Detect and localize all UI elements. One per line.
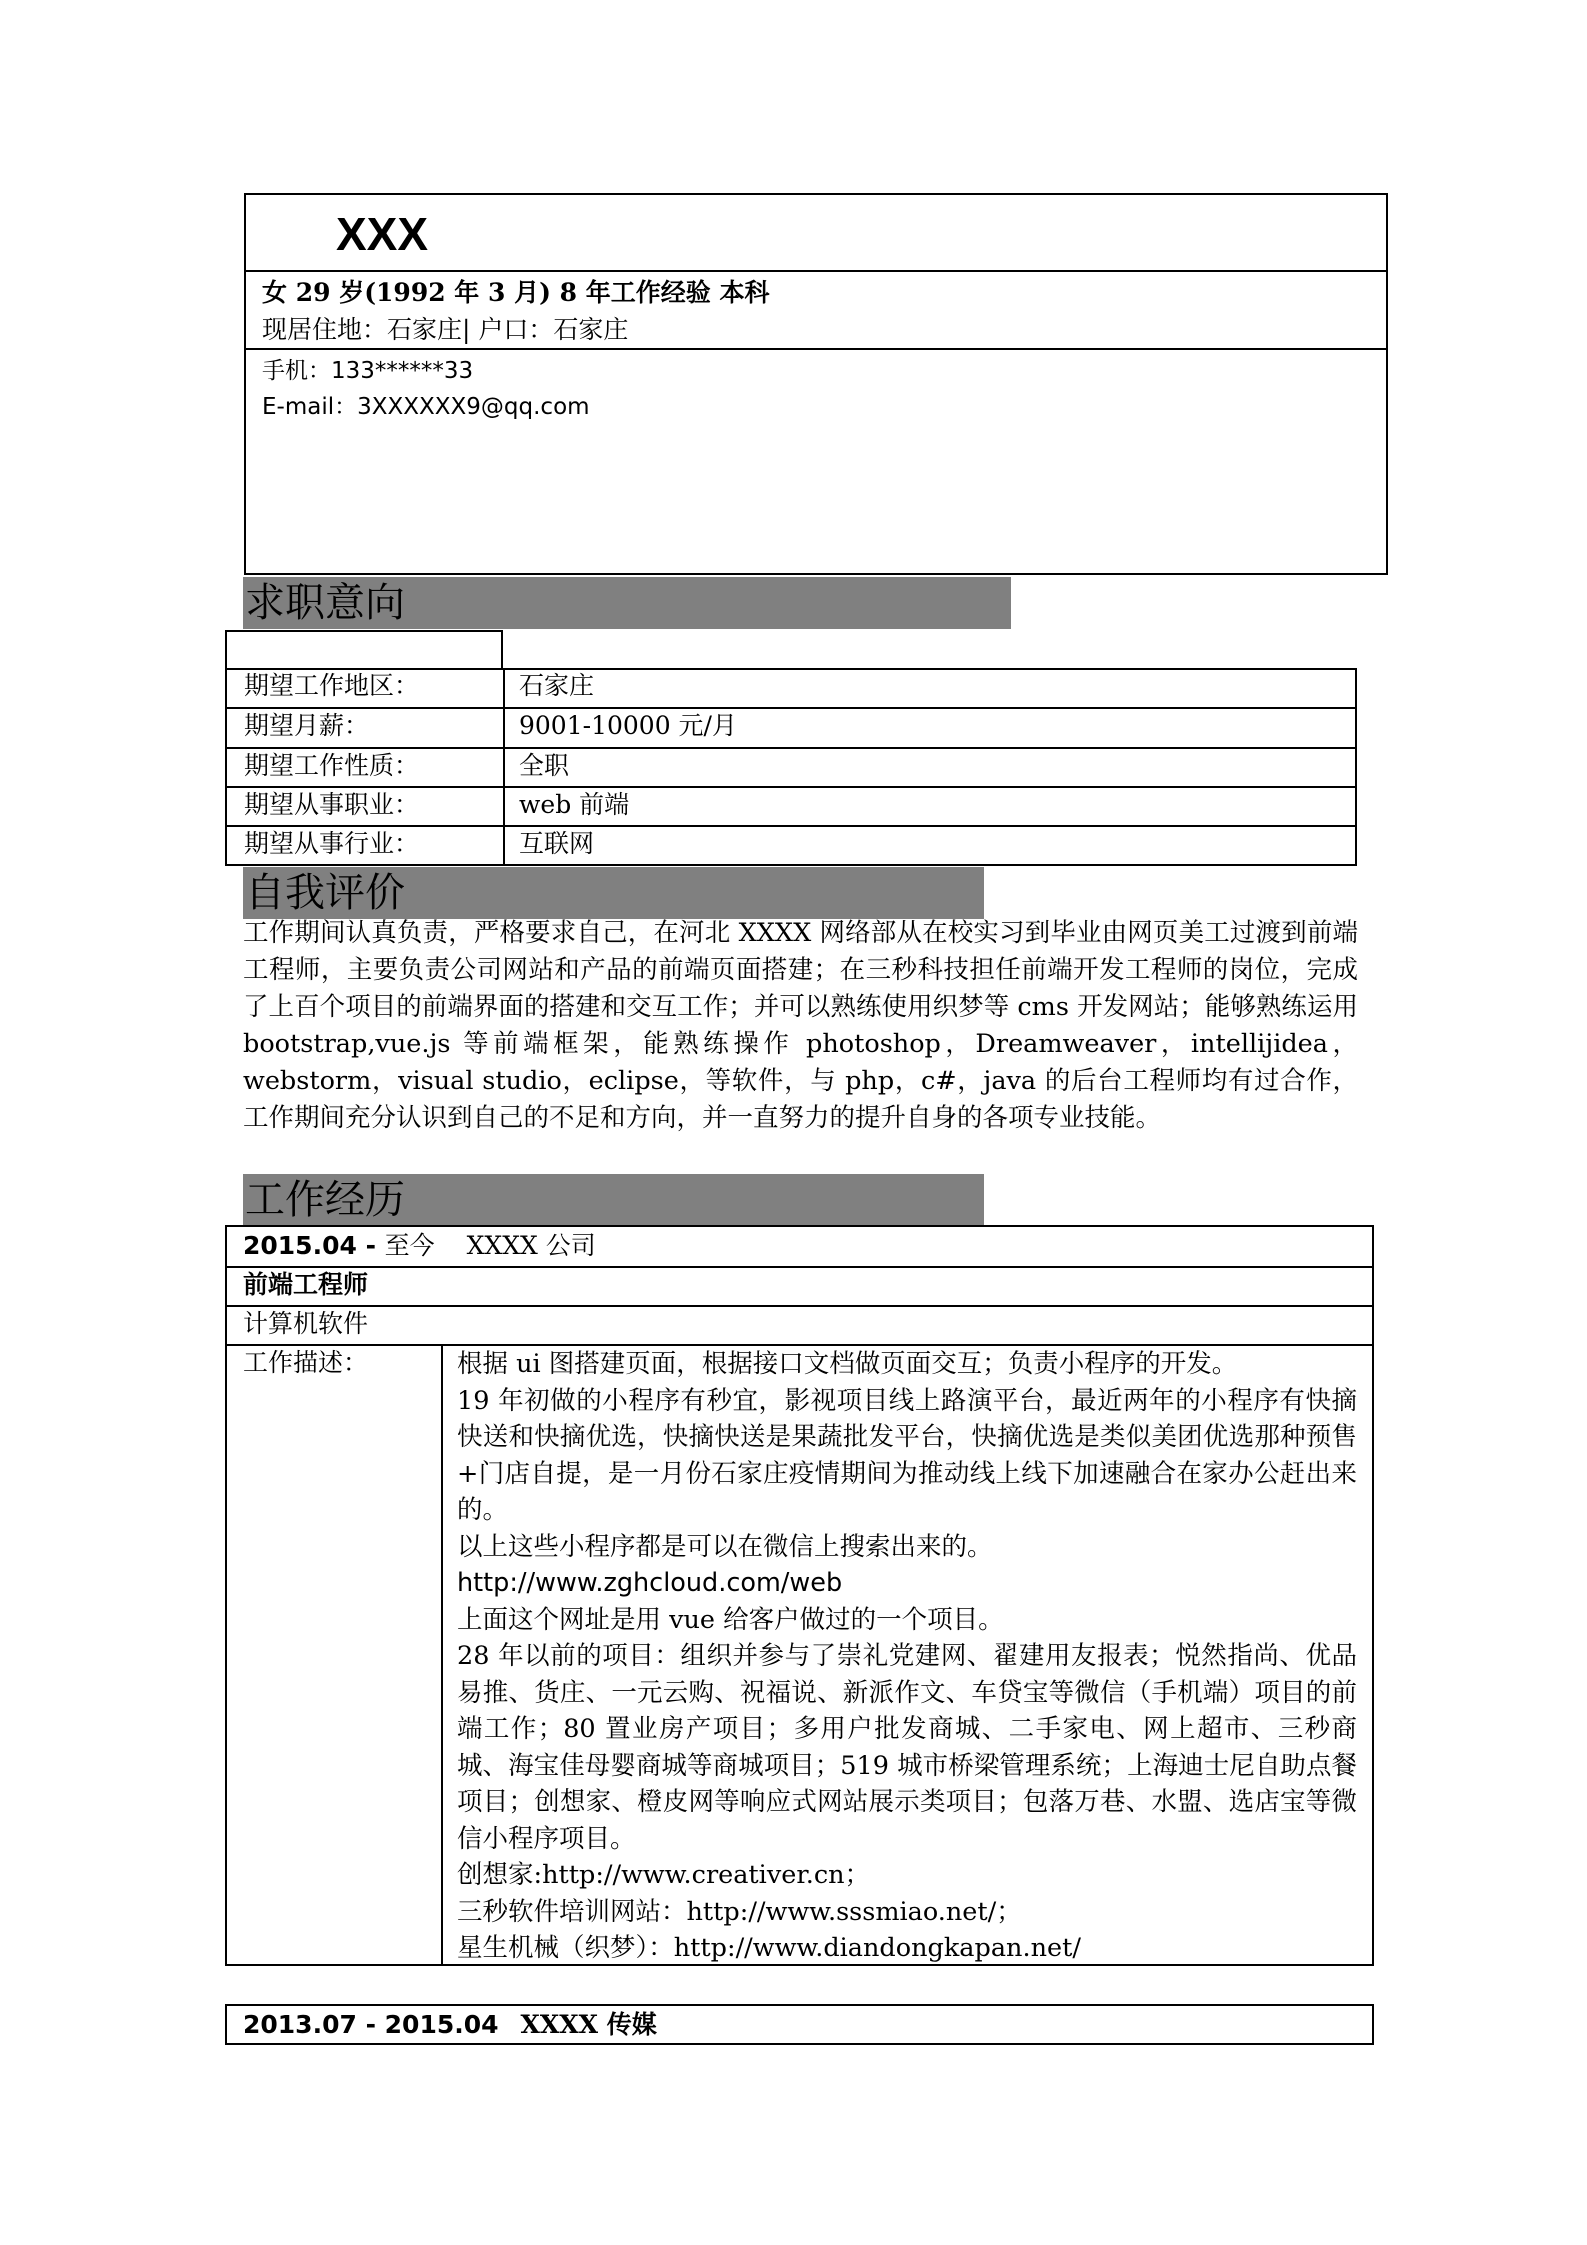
description-line: 上面这个网址是用 vue 给客户做过的一个项目。	[457, 1604, 1004, 1635]
description-link[interactable]: 星生机械（织梦）：http://www.diandongkapan.net/	[457, 1933, 1081, 1963]
company-name: XXXX 传媒	[520, 2010, 657, 2039]
table-divider	[227, 1305, 1372, 1307]
description-line: 根据 ui 图搭建页面，根据接口文档做页面交互；负责小程序的开发。	[457, 1349, 1238, 1379]
description-line: 以上这些小程序都是可以在微信上搜索出来的。	[457, 1531, 993, 1562]
job-position: 前端工程师	[243, 1270, 369, 1299]
description-line: 19 年初做的小程序有秒宜，影视项目线上路演平台，最近两年的小程序有快摘快送和快摘优选，快摘快送是果蔬批发平台，快摘优选是类似美团优选那种预售+门店自提，是一月份石家庄疫情期间为推动线上线下加速融合在家办公赶出来的。	[457, 1385, 1357, 1525]
intention-label: 期望从事职业：	[244, 790, 420, 819]
job-period-range: 2013.07 - 2015.04	[243, 2010, 499, 2039]
self-evaluation-text: 工作期间认真负责，严格要求自己，在河北 XXXX 网络部从在校实习到毕业由网页美工过渡到前端工程师，主要负责公司网站和产品的前端页面搭建；在三秒科技担任前端开发工程师的岗位，完成了上百个项目的前端界面的搭建和交互工作；并可以熟练使用织梦等 cms 开发网站；能够熟练运用 bootstrap,vue.js 等前端框架，能熟练操作 photoshop，Dreamweaver，intellijidea，webstorm，visual studio，eclipse，等软件，与 php，c#，java 的后台工程师均有过合作，工作期间充分认识到自己的不足和方向，并一直努力的提升自身的各项专业技能。	[243, 918, 1358, 1133]
intention-value: 9001-10000 元/月	[519, 711, 737, 740]
phone-number: 手机：133******33	[262, 358, 474, 384]
description-link[interactable]: http://www.zghcloud.com/web	[457, 1568, 843, 1598]
job-entry	[225, 2004, 1374, 2045]
intention-value: 全职	[519, 751, 570, 780]
company-name: XXXX 公司	[466, 1231, 596, 1260]
intention-table	[225, 668, 1357, 866]
job-period-end: 至今	[384, 1231, 435, 1260]
description-link[interactable]: 三秒软件培训网站：http://www.sssmiao.net/；	[457, 1896, 1022, 1927]
job-industry: 计算机软件	[243, 1309, 369, 1338]
section-title-self-evaluation: 自我评价	[243, 867, 984, 919]
header-divider	[246, 270, 1386, 272]
job-period-start: 2015.04 -	[243, 1231, 385, 1260]
email-address: E-mail：3XXXXXX9@qq.com	[262, 394, 590, 420]
job-description-label: 工作描述：	[243, 1348, 369, 1377]
job-period	[243, 2006, 657, 2043]
intention-value: web 前端	[519, 790, 630, 819]
resume-header	[244, 193, 1388, 575]
header-divider	[246, 348, 1386, 350]
basic-info: 女 29 岁(1992 年 3 月) 8 年工作经验 本科	[262, 278, 770, 307]
description-line: 28 年以前的项目：组织并参与了崇礼党建网、翟建用友报表；悦然指尚、优品易推、货庄、一元云购、祝福说、新派作文、车贷宝等微信（手机端）项目的前端工作；80 置业房产项目；多用户批发商城、二手家电、网上超市、三秒商城、海宝佳母婴商城等商城项目；519 城市桥梁管理系统；上海迪士尼自助点餐项目；创想家、橙皮网等响应式网站展示类项目；包落万巷、水盟、选店宝等微信小程序项目。	[457, 1641, 1357, 1854]
residence-info: 现居住地：石家庄| 户口：石家庄	[262, 315, 629, 344]
job-description	[457, 1346, 1357, 1967]
table-divider	[503, 670, 505, 864]
intention-label: 期望从事行业：	[244, 829, 420, 858]
table-divider	[227, 707, 1355, 709]
table-divider	[227, 1266, 1372, 1268]
intention-value: 互联网	[519, 829, 595, 858]
job-period	[243, 1227, 596, 1264]
intention-value: 石家庄	[519, 671, 595, 700]
intention-label: 期望工作性质：	[244, 751, 420, 780]
description-link[interactable]: 创想家:http://www.creativer.cn；	[457, 1860, 871, 1890]
intention-label: 期望工作地区：	[244, 671, 420, 700]
candidate-name: XXX	[336, 208, 429, 260]
section-title-work-experience: 工作经历	[243, 1174, 984, 1226]
intention-table-header-cell	[225, 630, 503, 670]
intention-label: 期望月薪：	[244, 711, 370, 740]
table-divider	[441, 1344, 443, 1966]
section-title-job-intention: 求职意向	[243, 577, 1011, 629]
job-entry	[225, 1225, 1374, 1966]
